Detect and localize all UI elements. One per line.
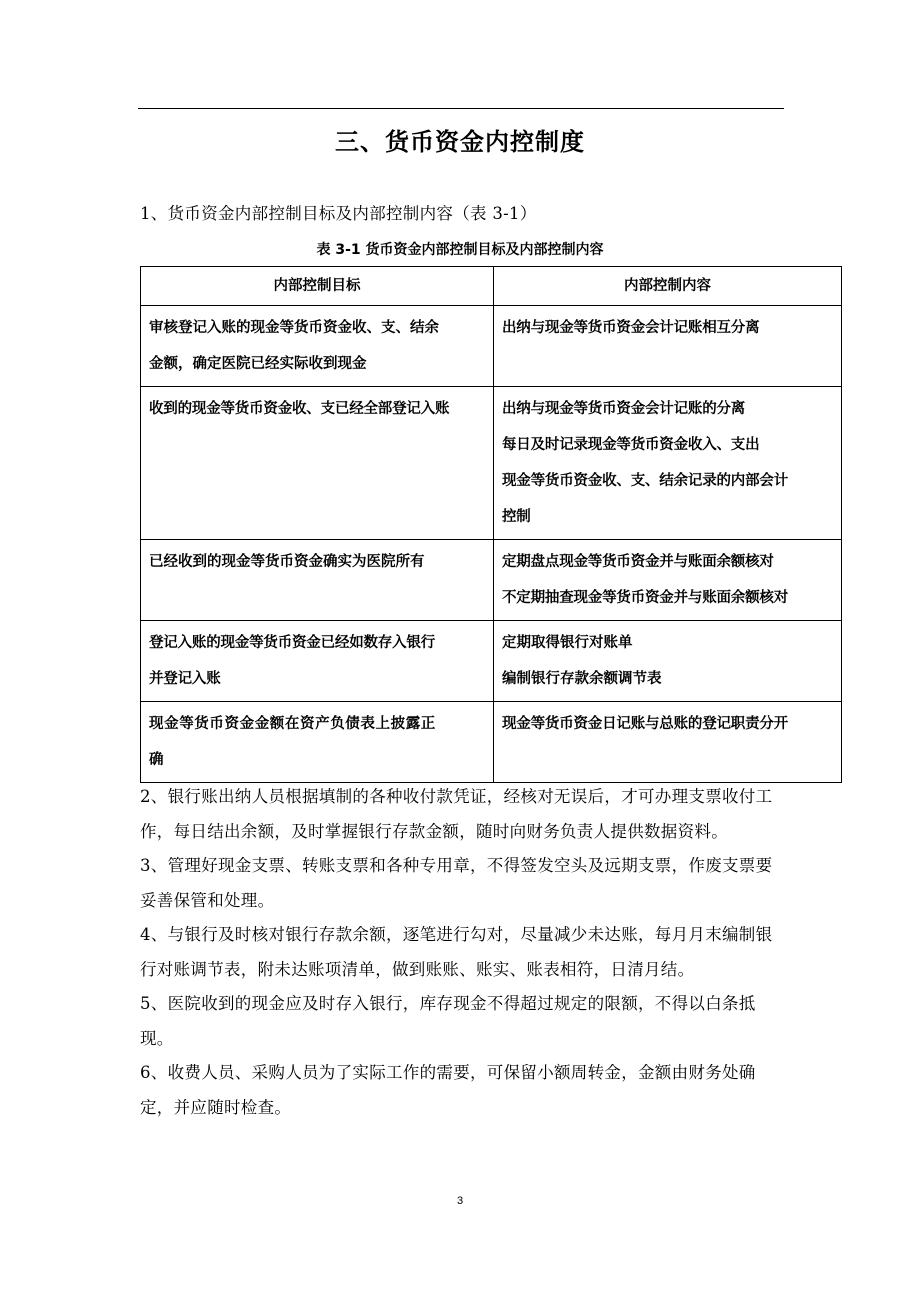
- objective-cell: [141, 306, 494, 387]
- content-cell: [494, 540, 842, 621]
- table-row: [141, 540, 842, 621]
- paragraph-3: 3、管理好现金支票、转账支票和各种专用章，不得签发空头及远期支票，作废支票要妥善保管和处理。: [140, 856, 773, 910]
- objective-cell: [141, 540, 494, 621]
- control-table: [140, 266, 842, 783]
- paragraph-5: 5、医院收到的现金应及时存入银行，库存现金不得超过规定的限额，不得以白条抵现。: [140, 994, 756, 1048]
- paragraph-6: 6、收费人员、采购人员为了实际工作的需要，可保留小额周转金，金额由财务处确定，并应随时检查。: [140, 1063, 756, 1117]
- cell-text: 每日及时记录现金等货币资金收入、支出: [502, 437, 760, 453]
- cell-text: 确: [149, 752, 165, 768]
- cell-text: 编制银行存款余额调节表: [502, 671, 662, 687]
- table-row: [141, 702, 842, 783]
- page-number: 3: [456, 1195, 464, 1207]
- cell-text: 定期取得银行对账单: [502, 635, 633, 651]
- content-cell: [494, 306, 842, 387]
- cell-text: 审核登记入账的现金等货币资金收、支、结余: [149, 320, 439, 336]
- table-row: [141, 306, 842, 387]
- paragraph-2: 2、银行账出纳人员根据填制的各种收付款凭证，经核对无误后，才可办理支票收付工作，每日结出余额，及时掌握银行存款金额，随时向财务负责人提供数据资料。: [140, 787, 773, 841]
- cell-text: 现金等货币资金日记账与总账的登记职责分开: [502, 716, 788, 732]
- cell-text: 金额，确定医院已经实际收到现金: [149, 356, 367, 372]
- body-text: [140, 780, 785, 1125]
- cell-text: 现金等货币资金金额在资产负债表上披露正: [149, 716, 436, 732]
- objective-cell: [141, 387, 494, 540]
- objective-cell: [141, 621, 494, 702]
- cell-text: 并登记入账: [149, 671, 221, 687]
- section-heading: 1、货币资金内部控制目标及内部控制内容（表 3-1）: [140, 204, 537, 223]
- cell-text: 定期盘点现金等货币资金并与账面余额核对: [502, 554, 774, 570]
- cell-text: 收到的现金等货币资金收、支已经全部登记入账: [149, 401, 450, 417]
- cell-text: 现金等货币资金收、支、结余记录的内部会计: [502, 473, 788, 489]
- table-row: [141, 387, 842, 540]
- cell-text: 出纳与现金等货币资金会计记账相互分离: [502, 320, 760, 336]
- cell-text: 控制: [502, 509, 531, 525]
- cell-text: 已经收到的现金等货币资金确实为医院所有: [149, 554, 425, 570]
- table-header-row: [141, 267, 842, 306]
- content-cell: [494, 387, 842, 540]
- cell-text: 登记入账的现金等货币资金已经如数存入银行: [149, 635, 435, 651]
- cell-text: 不定期抽查现金等货币资金并与账面余额核对: [502, 590, 788, 606]
- table-row: [141, 621, 842, 702]
- table-header-objective: 内部控制目标: [141, 267, 494, 306]
- objective-cell: [141, 702, 494, 783]
- header-rule: [138, 108, 784, 109]
- page-title: 三、货币资金内控制度: [335, 128, 585, 156]
- content-cell: [494, 621, 842, 702]
- paragraph-4: 4、与银行及时核对银行存款余额，逐笔进行勾对，尽量减少未达账，每月月末编制银行对账调节表，附未达账项清单，做到账账、账实、账表相符，日清月结。: [140, 925, 773, 979]
- cell-text: 出纳与现金等货币资金会计记账的分离: [502, 401, 746, 417]
- table-caption: 表 3-1 货币资金内部控制目标及内部控制内容: [316, 242, 604, 258]
- content-cell: [494, 702, 842, 783]
- table-header-content: 内部控制内容: [494, 267, 842, 306]
